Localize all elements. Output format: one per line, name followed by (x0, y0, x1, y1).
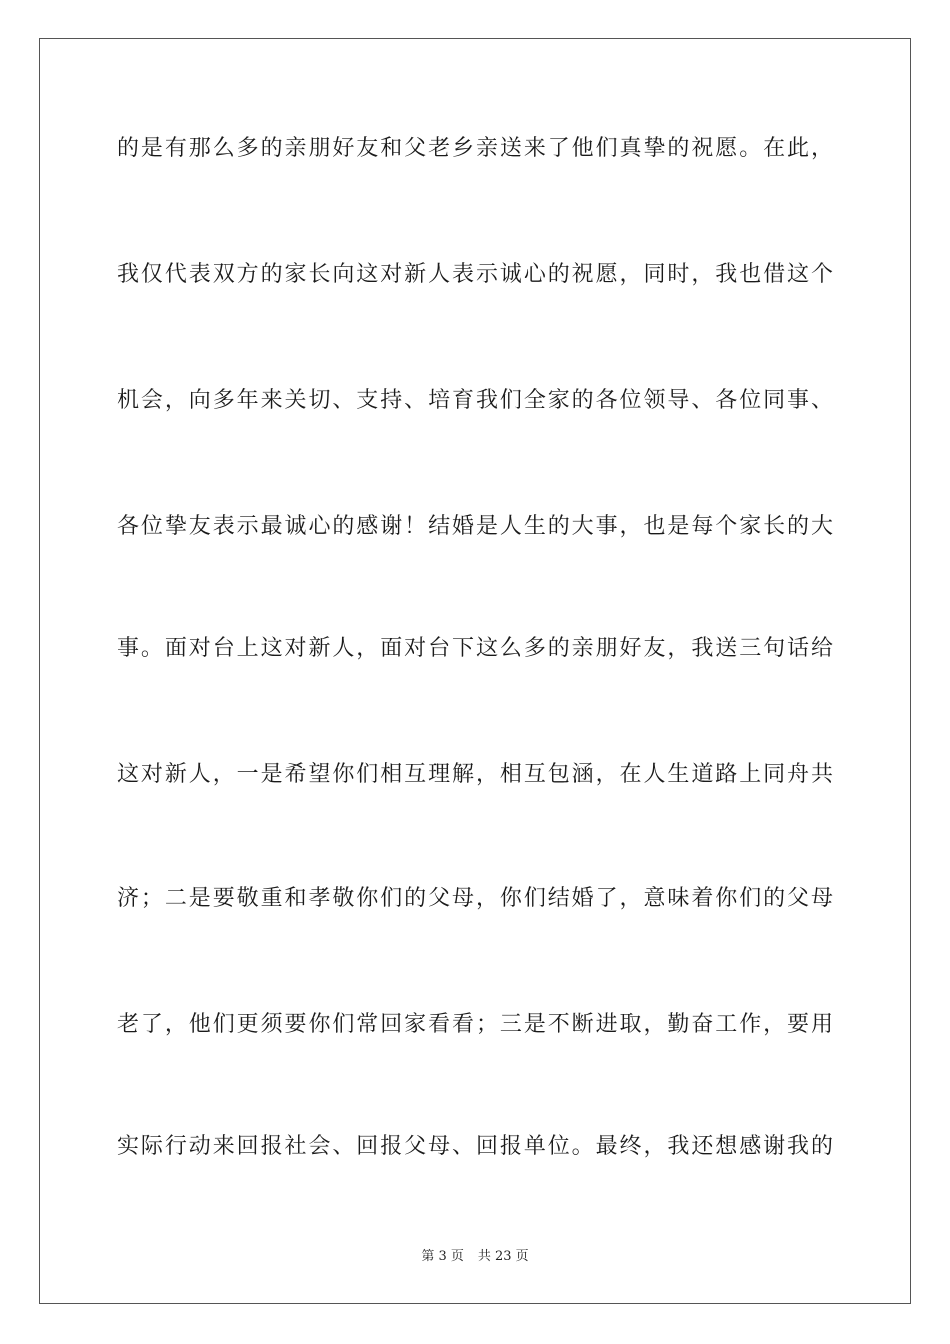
page-number: 第 3 页 (421, 1249, 464, 1264)
text-line: 事。面对台上这对新人，面对台下这么多的亲朋好友，我送三句话给 (117, 636, 833, 661)
text-line: 老了，他们更须要你们常回家看看；三是不断进取，勤奋工作，要用 (117, 1012, 833, 1037)
text-line: 各位挚友表示最诚心的感谢！结婚是人生的大事，也是每个家长的大 (117, 514, 833, 539)
page-footer (0, 1248, 950, 1266)
page-total: 共 23 页 (477, 1249, 529, 1264)
text-line: 机会，向多年来关切、支持、培育我们全家的各位领导、各位同事、 (117, 388, 833, 413)
text-line: 济；二是要敬重和孝敬你们的父母，你们结婚了，意味着你们的父母 (117, 886, 833, 911)
text-line: 的是有那么多的亲朋好友和父老乡亲送来了他们真挚的祝愿。在此， (117, 136, 833, 161)
text-line: 实际行动来回报社会、回报父母、回报单位。最终，我还想感谢我的 (117, 1134, 833, 1159)
page-border (39, 38, 911, 1304)
text-line: 我仅代表双方的家长向这对新人表示诚心的祝愿，同时，我也借这个 (117, 262, 833, 287)
text-line: 这对新人，一是希望你们相互理解，相互包涵，在人生道路上同舟共 (117, 762, 833, 787)
